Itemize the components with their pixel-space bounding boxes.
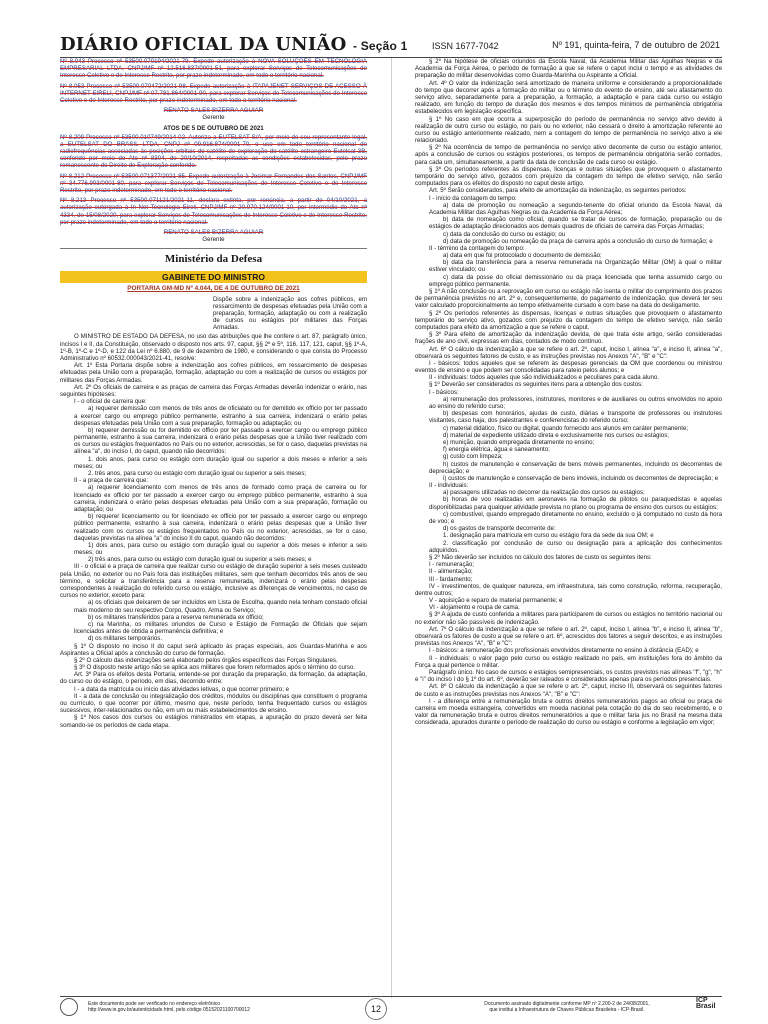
left-paragraph: I - a data da matrícula ou início das atividades letivas, o que ocorrer primeiro; e [74, 685, 290, 693]
left-paragraph: a) os oficiais que deixarem de ser incluídos em Lista de Escolha, quando nela tenham constado oficial mais moderno do seu respectivo Corpo, Quadro, Arma ou Serviço; [74, 599, 367, 614]
right-paragraph: VI - alojamento e roupa de cama. [429, 604, 520, 612]
atos-date: ATOS DE 5 DE OUTUBRO DE 2021 [163, 124, 264, 132]
right-paragraph: e) munição, quando empregada diretamente no ensino; [443, 438, 595, 446]
right-paragraph: I - básicos: [429, 388, 459, 396]
act-8053: Nº 8.053 Processo nº 53500.070472/2021-98. Expede autorização à ITAPAJENET SERVIÇOS DE ACESSO À INTERNET EIRELI, CNPJ/MF nº 07.781.864/0001-90, para explorar Serviços de Telecomunicações de Interesse Coletivo e de Interesse Restrito, por prazo indeterminado, em todo o território nacional. [60, 82, 367, 104]
journal-title: DIÁRIO OFICIAL DA UNIÃO - Seção 1 [60, 34, 408, 55]
right-paragraph: III - fardamento; [429, 575, 473, 583]
right-paragraph: § 2º Na ocorrência de tempo de permanência no serviço ativo decorrente de curso ou estágio anterior, após a conclusão de cursos ou estágios posteriores, os tempos de permanência obrigatória serão contados, para cada um, simultaneamente, a partir da data de conclusão de cada curso ou estágio. [415, 144, 722, 166]
footer-signature-text: Documento assinado digitalmente conforme MP nº 2.200-2 de 24/08/2001, [484, 1001, 650, 1007]
left-paragraph: O MINISTRO DE ESTADO DA DEFESA, no uso das atribuições que lhe confere o art. 87, parágrafo único, incisos I e II, da Constituição, observado o disposto nos arts. 97, caput, §§ 2º e 5º, 116, 117, 121, caput, §§ 1º-A, 1º-B, 1º-C e 1º-D, e 122 da Lei nº 6.880, de 9 de dezembro de 1980, e considerando o que consta do Processo Administrativo nº 60532.000043/2021-41, resolve: [60, 333, 367, 362]
column-divider [391, 58, 392, 998]
act-8213: Nº 8.213 Processo nº 53500.071121/2021-11, declara extinta, por renúncia, a partir de 04/10/2021, a autorização outorgada à In Net Tecnologia Eireli, CNPJ/MF nº 20.970.124/0001-10, por intermédio do Ato nº 4334, de 15/08/2020, para explorar Serviços de Telecomunicações de Interesse Coletivo e de Interesse Restrito, por prazo indeterminado, em todo o território nacional. [60, 197, 367, 226]
right-paragraph: § 1º A não conclusão ou a reprovação em curso ou estágio não isenta o militar do cumprimento dos prazos de permanência previstos no art. 2º e, consequentemente, do pagamento de indenização, que deverá ter seu valor calculado proporcionalmente ao tempo efetivamente cursado e com base na data do desligamento. [415, 288, 722, 310]
signature-1: RENATO SALES BIZERRA AGUIAR [163, 107, 264, 115]
right-column [415, 58, 722, 726]
left-body [60, 333, 367, 728]
act-8209: Nº 8.209 Processo nº 53500.010749/2014-02. Autoriza a EUTELSAT S/A, por meio de seu representante legal, a EUTELSAT DO BRASIL LTDA, CNPJ nº 09.916.874/0001-70, o uso em todo território nacional de radiofrequências associadas às posições orbitais do satélite de exploração do satélite estrangeiro Eutelsat 3B, conferido por meio do Ato nº 8304, de 20/10/2014, respeitadas as condições estabelecidas, pelo prazo remanescente do Direito de Exploração conferido. [60, 133, 367, 170]
left-paragraph: 2) três anos, para curso ou estágio com duração igual ou superior a seis meses; e [88, 556, 312, 564]
right-paragraph: b) data de nomeação como oficial, quando se tratar de cursos de formação, preparação ou de estágios de adaptação direcionados aos demais quadros de oficiais de carreira das Forças Armadas; [429, 216, 722, 231]
left-paragraph: b) os militares transferidos para a reserva remunerada ex officio; [88, 613, 264, 621]
right-paragraph: I - básicos: a remuneração dos profissionais envolvidos diretamente no ensino à distância (EAD); e [429, 647, 699, 655]
right-paragraph: § 3º Os períodos referentes às dispensas, licenças e outras situações que provoquem o afastamento temporário do serviço ativo, gozados com prejuízo da contagem do tempo de efetivo serviço, não serão computados para os efeitos do disposto no caput deste artigo. [415, 165, 722, 188]
right-paragraph: b) data da transferência para a reserva remunerada na Organização Militar (OM) à qual o militar estiver vinculado; ou [429, 259, 722, 274]
right-paragraph: b) horas de voo realizadas em aeronaves na formação de pilotos ou paraquedistas e aquelas disponibilizadas para qualquer atividade prevista no plano ou programa de ensino dos cursos ou estágios; [429, 496, 722, 511]
left-paragraph: Art. 2º Os oficiais de carreira e as praças de carreira das Forças Armadas deverão indenizar o erário, nas seguintes hipóteses: [60, 383, 367, 398]
right-paragraph: Parágrafo único. No caso de cursos e estágios semipresenciais, os custos previstos nas alíneas "f", "g", "h" e "i" do inciso I do § 1º do art. 6º, deverão ser rateados e considerados apenas para os períodos presenciais. [415, 668, 722, 684]
right-paragraph: II - individuais: o valor pago pelo curso ou estágio realizado no país, em instituições fora do âmbito da Força a qual pertence o militar. [415, 654, 722, 669]
right-paragraph: I - início da contagem do tempo: [429, 194, 517, 202]
right-paragraph: § 2º Os períodos referentes às dispensas, licenças e outras situações que provoquem o afastamento temporário do serviço ativo, gozados com prejuízo da contagem do tempo de efetivo serviço, não serão computados para efeito da amortização a que se refere o caput. [415, 309, 722, 331]
left-paragraph: c) na Marinha, os militares oriundos de Curso e Estágio de Formação de Oficiais que sejam licenciados antes de obtida a permanência definitiva; e [74, 620, 367, 636]
left-paragraph: § 1º Nos casos dos cursos ou estágios ministrados em etapas, a apuração do prazo deverá ser feita somando-se os períodos de cada etapa. [60, 714, 367, 729]
right-paragraph: Art. 5º Serão considerados, para efeito de amortização da indenização, os seguintes períodos: [429, 187, 687, 195]
left-paragraph: II - a praça de carreira que: [74, 477, 149, 485]
right-paragraph: Art. 7º O cálculo da indenização a que se refere o art. 2º, caput, inciso I, alínea "b", e inciso II, alínea "b", observará os fatores de custo a que se refere o art. 6º, acrescidos dos fatores a seguir descritos, e as instruções previstas nos Anexos "A", "B" e "C": [415, 625, 722, 648]
right-paragraph: f) energia elétrica, água e saneamento; [443, 446, 550, 454]
left-paragraph: III - o oficial e a praça de carreira que realizar curso ou estágio de duração superior a seis meses custeado pela União, no exterior ou no País fora das instituições militares, sem que tenham decorridos três anos de seu término, e solicitar a transferência para a reserva remunerada, indenizará o erário pelas despesas correspondentes à realização do referido curso ou estágio, inclusive as diferenças de vencimentos, no caso de cursos no exterior, exceto para: [60, 563, 367, 600]
signature-1-role: Gerente [202, 114, 225, 122]
right-paragraph: I - básicos: todos aqueles que se referem às despesas gerenciais da OM que coordenou ou ministrou eventos de ensino e que podem ser consolidadas para rateio pelos alunos; e [415, 359, 722, 375]
right-paragraph: c) data da posse do oficial demissionário ou da praça licenciada que tenha assumido cargo ou emprego público permanente. [429, 273, 722, 288]
page-number: 12 [365, 998, 387, 1020]
right-paragraph: a) remuneração dos professores, instrutores, monitores e de auxiliares ou outros envolvidos no apoio ao ensino do referido curso; [429, 395, 722, 410]
footer-right [442, 1001, 692, 1013]
icp-brasil-logo-icon: ICP Brasil [696, 997, 716, 1010]
right-paragraph: a) data de promoção ou nomeação a segundo-tenente do oficial oriundo da Escola Naval, da Academia Militar das Agulhas Negras ou da Academia da Força Aérea; [429, 201, 722, 216]
right-paragraph: 2. classificação por conclusão de curso ou designação para a aplicação dos conhecimentos adquiridos. [429, 539, 722, 554]
footer-rule [60, 996, 722, 997]
signature-2-role: Gerente [202, 236, 225, 244]
left-paragraph: Art. 1º Esta Portaria dispõe sobre a indenização aos cofres públicos, em ressarcimento de despesas efetuadas pela União com a preparação, formação, adaptação ou com a realização de cursos ou estágios por militares das Forças Armadas. [60, 362, 367, 384]
left-paragraph: II - a data de conclusão ou integralização dos créditos, módulos ou disciplinas que constituem o programa ou currículo, o que ocorrer por último, mesmo que, neste período, tenha frequentado cursos ou estágios sucessivos, inter-relacionados ou não, em um ou mais estabelecimentos de ensino. [60, 692, 367, 715]
left-paragraph: 1) dois anos, para curso ou estágio com duração igual ou superior a dois meses e inferior a seis meses; ou [74, 541, 367, 557]
right-paragraph: II - término da contagem do tempo: [429, 244, 525, 252]
right-paragraph: V - aquisição e reparo de material permanente; e [429, 597, 563, 605]
left-paragraph: 2. três anos, para curso ou estágio com duração igual ou superior a seis meses; [88, 470, 307, 477]
right-paragraph: a) passagens utilizadas no decorrer da realização dos cursos ou estágios; [443, 489, 645, 497]
left-paragraph: d) os militares temporários. [88, 635, 163, 643]
gabinete-banner: GABINETE DO MINISTRO [60, 271, 367, 283]
right-paragraph: § 3º Para efeito de amortização da indenização devida, de que trata este artigo, serão consideradas frações de ano civil, expressas em dias, contados de modo contínuo. [415, 331, 722, 346]
right-paragraph: c) data da conclusão do curso ou estágio; ou [443, 230, 566, 238]
right-paragraph: d) os gastos de transporte decorrente de: [443, 525, 556, 533]
act-8212: Nº 8.212 Processo nº 53500.071377/2021-85. Expede autorização à Josimar Fernandes dos Santos, CNPJ/MF nº 34.776.903/0001-80, para explorar Serviços de Telecomunicações de Interesse Coletivo e de Interesse Restrito, por prazo indeterminado, em todo o território nacional. [60, 172, 367, 194]
right-paragraph: II - individuais: todos aqueles que são individualizados e peculiares para cada aluno. [429, 374, 660, 382]
footer [60, 998, 722, 1024]
right-paragraph: § 1º Deverão ser considerados os seguintes itens para a obtenção dos custos: [429, 381, 643, 389]
right-paragraph: c) combustível, quando empregado diretamente no ensino, excluído o já computado no custo da hora de voo; e [429, 510, 722, 525]
right-paragraph: b) despesas com honorários, ajudas de custo, diárias e transporte de professores ou instrutores visitantes, caso haja, dos palestrantes e conferencistas do referido curso; [429, 410, 722, 425]
right-paragraph: 1. designação para matrícula em curso ou estágio fora da sede da sua OM; e [443, 532, 654, 540]
right-paragraph: IV - investimentos, de qualquer natureza, em infraestrutura, tais como construção, reforma, recuperação, dentre outros; [415, 582, 722, 597]
left-paragraph: § 1º O disposto no inciso II do caput será aplicado às praças especiais, aos Guardas-Marinha e aos Aspirantes a Oficial após a conclusão do curso de formação. [60, 642, 367, 657]
right-paragraph: § 2º Na hipótese de oficiais oriundos da Escola Naval, da Academia Militar das Agulhas Negras e da Academia da Força Aérea, o período de formação a que se refere o caput inclui o tempo e as atividades de preparação do militar desenvolvidas como Guarda-Marinha ou Aspirante a Oficial. [415, 58, 722, 80]
left-paragraph: Art. 3º Para os efeitos desta Portaria, entende-se por duração da preparação, da formação, da adaptação, do curso ou do estágio, o período, em dias, decorrido entre: [60, 671, 367, 686]
footer-verify-text: Este documento pode ser verificado no endereço eletrônico [88, 1001, 221, 1007]
right-paragraph: § 3º A ajuda de custo conferida a militares para participarem de cursos ou estágios no território nacional ou no exterior não são passíveis de indenização. [415, 611, 722, 626]
right-paragraph: § 1º No caso em que ocorra a superposição do período de permanência no serviço ativo devido à realização de outro curso ou estágio, no país ou no exterior, não cessará o direito à amortização referente ao curso ou estágio anteriormente realizado, nem a contagem do tempo de permanência no serviço ativo a ele relacionado. [415, 115, 722, 145]
right-paragraph: g) custo com limpeza; [443, 453, 503, 461]
portaria-title: PORTARIA GM-MD Nº 4.044, DE 4 DE OUTUBRO DE 2021 [127, 285, 300, 293]
ementa: Dispõe sobre a indenização aos cofres públicos, em ressarcimento de despesas efetuadas pela União com a preparação, formação, adaptação ou com a realização de cursos ou estágios por militares das Forças Armadas. [213, 295, 367, 332]
ministry-heading: Ministério da Defesa [60, 248, 367, 266]
right-paragraph: Art. 4º O valor da indenização será amortizado de maneira uniforme e considerando a proporcionalidade do tempo que decorrer após a formação do militar ou o término do evento de ensino, até seu afastamento do serviço ativo, separadamente para a preparação, a formação, a adaptação e para cada curso ou estágio realizado, em função do tempo de duração dos mesmos e dos tempos mínimos de permanência obrigatória estabelecidos em legislação específica. [415, 79, 722, 116]
left-paragraph: a) requerer licenciamento com menos de três anos de formado como praça de carreira ou for licenciado ex officio por ter passado a exercer cargo ou emprego público permanente, estranho à sua carreira, indenizará o erário pelas despesas efetuadas pela União com a sua preparação, formação ou adaptação; ou [74, 484, 367, 513]
footer-verify-link[interactable]: http://www.in.gov.br/autenticidade.html, pelo código 05152021100700012 [88, 1007, 250, 1013]
signature-2: RENATO SALES BIZERRA AGUIAR [163, 228, 264, 236]
footer-icp-text: que institui a Infraestrutura de Chaves Públicas Brasileira - ICP-Brasil. [489, 1007, 645, 1013]
section-label: - Seção 1 [352, 39, 408, 53]
right-paragraph: Art. 8º O cálculo da indenização a que se refere o art. 2º, caput, inciso III, observará os seguintes fatores de custo e as instruções previstas nos Anexos "A", "B" e "C": [415, 683, 722, 698]
right-paragraph: I - a diferença entre a remuneração bruta e outros direitos remuneratórios pagos ao oficial ou praça de carreira em moeda estrangeira, convertidos em moeda nacional pela cotação do dia do seu recebimento, e o valor da remuneração bruta e outros direitos remuneratórios a que o militar faria jus no Brasil na mesma data considerada, apurados durante o período de realização do curso ou estágio e conforme a legislação em vigor; [415, 697, 722, 727]
issn: ISSN 1677-7042 [432, 41, 499, 51]
right-paragraph: § 2º Não deverão ser incluídos no cálculo dos fatores de custo os seguintes itens: [429, 553, 652, 561]
right-paragraph: I - remuneração; [429, 561, 475, 569]
right-body [415, 58, 722, 726]
right-paragraph: d) material de expediente utilizado direta e exclusivamente nos cursos ou estágios; [443, 431, 669, 439]
right-paragraph: c) material didático, físico ou digital, quando fornecido aos alunos em caráter permanente; [443, 424, 689, 432]
right-paragraph: i) custos de manutenção e conservação de bens imóveis, incluindo os decorrentes de depreciação; e [443, 474, 719, 482]
left-paragraph: § 3º O disposto neste artigo não se aplica aos militares que forem reformados após o término do curso. [74, 664, 356, 672]
left-column [60, 58, 367, 729]
right-paragraph: II - individuais: [429, 482, 469, 490]
right-paragraph: II - alimentação; [429, 568, 473, 576]
masthead [60, 34, 720, 58]
right-paragraph: Art. 6º O cálculo da indenização a que se refere o art. 2º, caput, inciso I, alínea "a", e inciso II, alínea "a", observará os seguintes fatores de custo, e as instruções previstas nos Anexos "A", "B" e "C": [415, 345, 722, 360]
left-paragraph: § 2º O cálculo das indenizações será elaborado pelos órgãos específicos das Forças Singulares. [74, 656, 338, 664]
footer-left [88, 1001, 250, 1013]
left-paragraph: b) requerer demissão ou for demitido ex officio por ter passado a exercer cargo ou emprego público permanente, estranho à sua carreira, indenizará o erário pelas despesas que a União tiver realizado com os cursos ou estágios frequentados no País ou no exterior, acrescidas, se for o caso, daquelas previstas na alínea "a", do inciso I, do caput, quando não decorridos: [74, 426, 367, 456]
edition-date: Nº 191, quinta-feira, 7 de outubro de 2021 [552, 40, 720, 50]
left-paragraph: b) requerer licenciamento ou for licenciado ex officio por ter passado a exercer cargo ou emprego público permanente, estranho à sua carreira, indenizará o erário pelas despesas que a União tiver realizado com os cursos ou estágios frequentados no País ou no exterior, acrescidas, se for o caso, daquelas previstas na alínea "a" do inciso II do caput, quando não decorridos: [74, 513, 367, 542]
right-paragraph: a) data em que foi protocolado o documento de demissão; [443, 252, 602, 260]
right-paragraph: h) custos de manutenção e conservação de bens móveis permanentes, incluindo os decorrentes de depreciação; e [429, 460, 722, 475]
left-paragraph: I - o oficial de carreira que: [74, 398, 147, 406]
right-paragraph: d) data de promoção ou nomeação da praça de carreira após a conclusão do curso de formação; e [443, 237, 713, 245]
republic-seal-icon [60, 998, 78, 1016]
act-8043: Nº 8.043 Processo nº 53500.070194/2021-79. Expede autorização à NOVA SOLUÇÕES EM TECNOLOGIA EMPRESARIAL LTDA, CNPJ/MF nº 12.516.837/0001-51, para explorar Serviços de Telecomunicações de Interesse Coletivo e de Interesse Restrito, por prazo indeterminado, em todo o território nacional. [60, 58, 367, 80]
left-paragraph: a) requerer demissão com menos de três anos de oficialato ou for demitido ex officio por ter passado a exercer cargo ou emprego público permanente, estranho à sua carreira, indenizará o erário pelas despesas efetuadas pela União com a sua preparação, formação ou adaptação; ou [74, 405, 367, 427]
left-paragraph: 1. dois anos, para curso ou estágio com duração igual ou superior a dois meses e inferior a seis meses; ou [74, 455, 367, 470]
